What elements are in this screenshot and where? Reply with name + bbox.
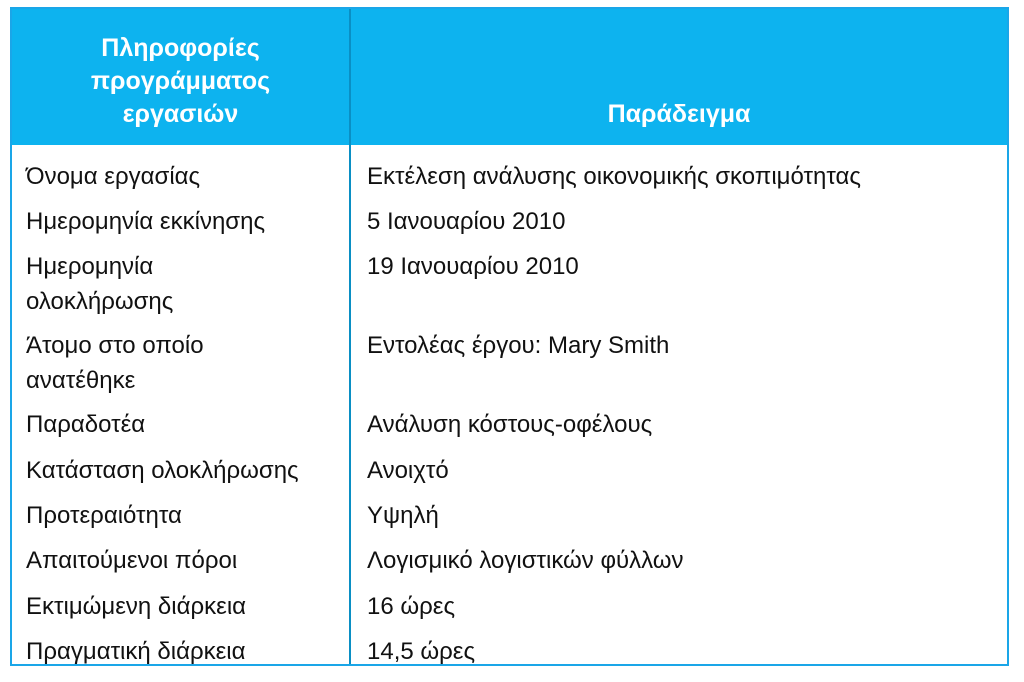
header-task-info: Πληροφορίες προγράμματος εργασιών: [12, 9, 351, 145]
row-label: Κατάσταση ολοκλήρωσης: [26, 457, 299, 484]
row-value: Υψηλή: [367, 502, 439, 529]
row-value: Εντολέας έργου: Mary Smith: [367, 332, 670, 359]
row-label: Προτεραιότητα: [26, 502, 182, 529]
header-example: Παράδειγμα: [607, 100, 751, 128]
row-label: Άτομο στο οποίο ανατέθηκε: [26, 332, 204, 394]
row-value: 16 ώρες: [367, 593, 456, 620]
row-value: 14,5 ώρες: [367, 638, 476, 665]
row-label: Εκτιμώμενη διάρκεια: [26, 593, 247, 620]
row-value: Ανάλυση κόστους-οφέλους: [367, 411, 653, 438]
row-label: Απαιτούμενοι πόροι: [26, 547, 238, 574]
task-info-table: [10, 7, 1009, 666]
row-value: 19 Ιανουαρίου 2010: [367, 253, 579, 280]
row-label: Παραδοτέα: [26, 411, 146, 438]
row-label: Όνομα εργασίας: [26, 163, 201, 190]
column-divider: [349, 145, 351, 664]
row-value: Εκτέλεση ανάλυσης οικονομικής σκοπιμότητας: [367, 163, 861, 190]
row-value: Ανοιχτό: [367, 457, 449, 484]
row-value: 5 Ιανουαρίου 2010: [367, 208, 566, 235]
row-label: Ημερομηνία εκκίνησης: [26, 208, 266, 235]
table-header: [12, 9, 1007, 145]
row-label: Πραγματική διάρκεια: [26, 638, 246, 665]
row-label: Ημερομηνία ολοκλήρωσης: [26, 253, 174, 315]
row-value: Λογισμικό λογιστικών φύλλων: [367, 547, 684, 574]
